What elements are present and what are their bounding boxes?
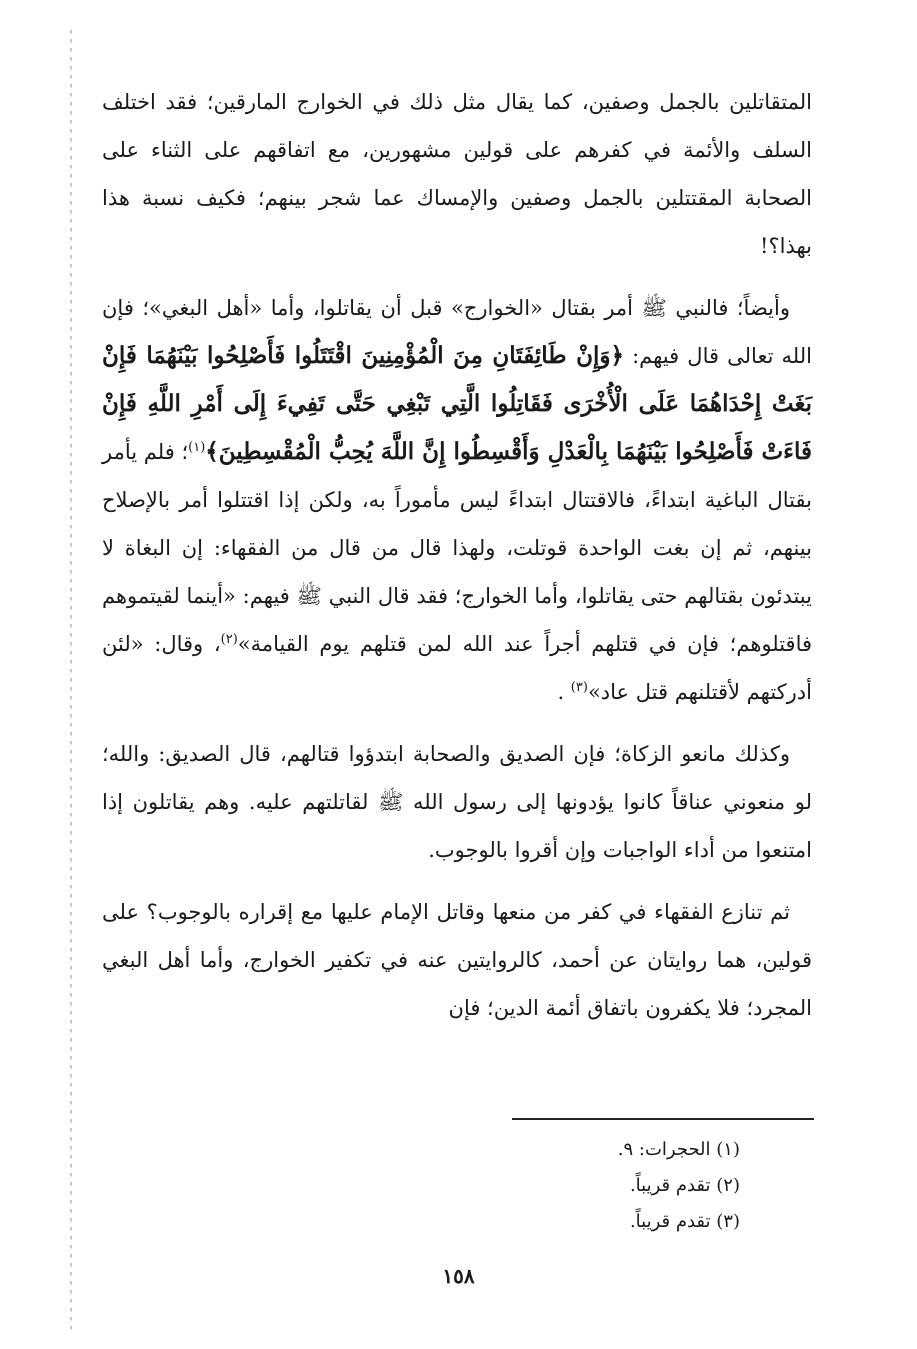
footnote-1: (١) الحجرات: ٩. xyxy=(617,1139,740,1160)
paragraph-3-text: وكذلك مانعو الزكاة؛ فإن الصديق والصحابة ابتدؤوا قتالهم، قال الصديق: والله؛ لو منعوني عناقاً كانوا يؤدونها إلى رسول الله ﷺ لقاتلتهم عليه. وهم يقاتلون إذا امتنعوا من أداء الواجبات وإن أقروا بالوجوب. xyxy=(102,742,812,862)
paragraph-3 xyxy=(102,730,812,874)
main-text xyxy=(102,78,812,1046)
paragraph-2 xyxy=(102,284,812,716)
paragraph-2-close: . xyxy=(557,680,571,704)
page-edge-dots xyxy=(70,30,72,1330)
paragraph-2-middle: ؛ فلم يأمر بقتال الباغية ابتداءً، فالاقتتال ابتداءً ليس مأموراً به، ولكن إذا اقتتلوا أمر بالإصلاح بينهم، ثم إن بغت الواحدة قوتلت، ولهذا قال من قال من الفقهاء: إن البغاة لا يبتدئون بقتالهم حتى يقاتلوا، وأما الخوارج؛ فقد قال النبي ﷺ فيهم: «أينما لقيتموهم فاقتلوهم؛ فإن في قتلهم أجراً عند الله لمن قتلهم يوم القيامة» xyxy=(102,440,813,656)
paragraph-1-text: المتقاتلين بالجمل وصفين، كما يقال مثل ذلك في الخوارج المارقين؛ فقد اختلف السلف والأئمة في كفرهم على قولين مشهورين، مع اتفاقهم على الثناء على الصحابة المقتتلين بالجمل وصفين والإمساك عما شجر بينهم؛ فكيف نسبة هذا بهذا؟! xyxy=(102,90,812,258)
footnote-separator xyxy=(512,1118,814,1120)
paragraph-4 xyxy=(102,888,812,1032)
footnote-3: (٣) تقدم قريباً. xyxy=(629,1211,740,1232)
paragraph-1 xyxy=(102,78,812,270)
footnote-ref-3: (٣) xyxy=(570,680,588,695)
paragraph-2-intro: وأيضاً؛ فالنبي ﷺ أمر بقتال «الخوارج» قبل أن يقاتلوا، وأما «أهل البغي»؛ فإن الله تعالى قال فيهم: xyxy=(102,296,812,368)
page-number: ١٥٨ xyxy=(442,1264,475,1288)
paragraph-4-text: ثم تنازع الفقهاء في كفر من منعها وقاتل الإمام عليها مع إقراره بالوجوب؟ على قولين، هما روايتان عن أحمد، كالروايتين عنه في تكفير الخوارج، وأما أهل البغي المجرد؛ فلا يكفرون باتفاق أئمة الدين؛ فإن xyxy=(102,900,812,1020)
quran-verse: ﴿وَإِنْ طَائِفَتَانِ مِنَ الْمُؤْمِنِينَ اقْتَتَلُوا فَأَصْلِحُوا بَيْنَهُمَا فَإِنْ بَغَتْ إِحْدَاهُمَا عَلَى الْأُخْرَى فَقَاتِلُوا الَّتِي تَبْغِي حَتَّى تَفِيءَ إِلَى أَمْرِ اللَّهِ فَإِنْ فَاءَتْ فَأَصْلِحُوا بَيْنَهُمَا بِالْعَدْلِ وَأَقْسِطُوا إِنَّ اللَّهَ يُحِبُّ الْمُقْسِطِينَ﴾ xyxy=(102,342,812,465)
footnote-2: (٢) تقدم قريباً. xyxy=(629,1175,740,1196)
footnote-ref-2: (٢) xyxy=(220,632,238,647)
footnotes xyxy=(520,1132,810,1240)
paragraph-2-end: ، وقال: «لئن أدركتهم لأقتلنهم قتل عاد» xyxy=(102,632,812,704)
footnote-ref-1: (١) xyxy=(188,440,206,455)
